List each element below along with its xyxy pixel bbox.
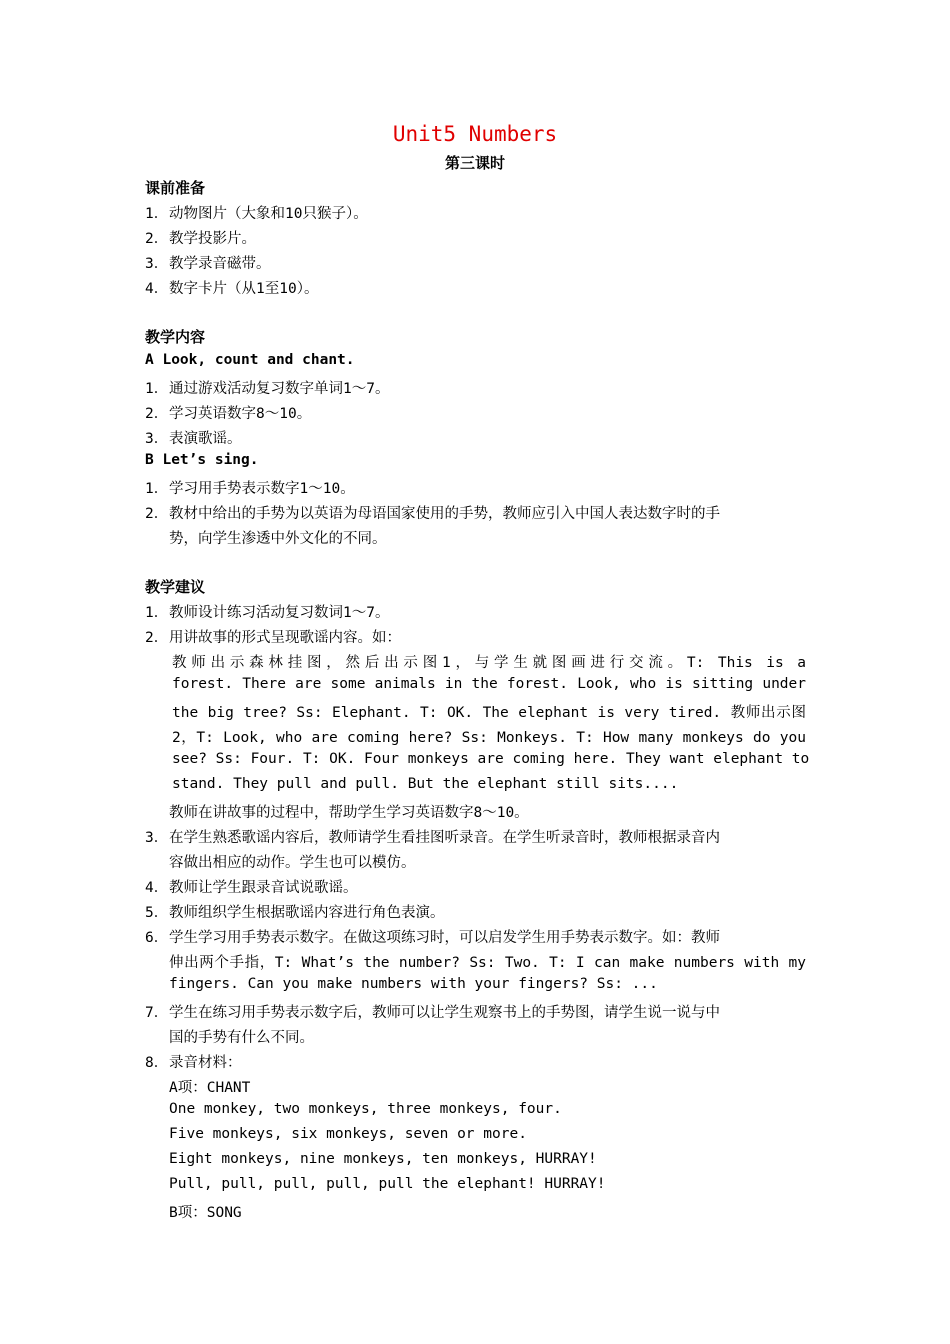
list-item: 教学录音磁带。 — [169, 256, 271, 272]
recording-line: Eight monkeys, nine monkeys, ten monkeys, HURRAY! — [169, 1151, 597, 1167]
list-number: 3． — [145, 830, 169, 846]
list-item: 教师设计练习活动复习数词1～7。 — [169, 605, 390, 621]
list-item: 学生在练习用手势表示数字后，教师可以让学生观察书上的手势图，请学生说一说与中 — [169, 1005, 720, 1021]
list-number: 1． — [145, 206, 169, 222]
list-item: 表演歌谣。 — [169, 431, 242, 447]
list-item-continuation: 伸出两个手指，T: What’s the number? Ss: Two. T: I can make numbers with my — [169, 955, 806, 971]
part-b-heading: B Let’s sing. — [145, 452, 259, 468]
list-number: 3． — [145, 256, 169, 272]
list-item-continuation: 势，向学生渗透中外文化的不同。 — [169, 531, 387, 547]
list-number: 3． — [145, 431, 169, 447]
section-heading-prep: 课前准备 — [145, 179, 206, 197]
list-item: 教材中给出的手势为以英语为母语国家使用的手势，教师应引入中国人表达数字时的手 — [169, 506, 720, 522]
story-line: 2，T: Look, who are coming here? Ss: Monkeys. T: How many monkeys do you — [172, 730, 806, 746]
story-line: forest. There are some animals in the forest. Look, who is sitting under — [172, 676, 806, 692]
list-number: 1． — [145, 481, 169, 497]
list-number: 4． — [145, 880, 169, 896]
list-number: 5． — [145, 905, 169, 921]
list-number: 2． — [145, 630, 169, 646]
list-item: 学习用手势表示数字1～10。 — [169, 481, 355, 497]
lesson-subtitle: 第三课时 — [444, 154, 505, 172]
list-number: 2． — [145, 506, 169, 522]
story-line: 教师出示森林挂图，然后出示图1，与学生就图画进行交流。T: This is a — [172, 655, 806, 671]
list-item-continuation: 容做出相应的动作。学生也可以模仿。 — [169, 855, 416, 871]
list-item: 教师让学生跟录音试说歌谣。 — [169, 880, 358, 896]
list-item: 在学生熟悉歌谣内容后，教师请学生看挂图听录音。在学生听录音时，教师根据录音内 — [169, 830, 720, 846]
list-item: 录音材料： — [169, 1055, 242, 1071]
list-item: 教学投影片。 — [169, 231, 256, 247]
section-heading-content: 教学内容 — [145, 328, 206, 346]
list-number: 4． — [145, 281, 169, 297]
list-item: 动物图片（大象和10只猴子）。 — [169, 206, 368, 222]
list-item: 学习英语数字8～10。 — [169, 406, 312, 422]
list-number: 1． — [145, 381, 169, 397]
list-item: 学生学习用手势表示数字。在做这项练习时，可以启发学生用手势表示数字。如：教师 — [169, 930, 720, 946]
page-title: Unit5 Numbers — [392, 122, 558, 146]
story-line: stand. They pull and pull. But the elephant still sits.... — [172, 776, 679, 792]
recording-line: Pull, pull, pull, pull, pull the elephant! HURRAY! — [169, 1176, 606, 1192]
list-item: 教师组织学生根据歌谣内容进行角色表演。 — [169, 905, 445, 921]
list-item: 数字卡片（从1至10）。 — [169, 281, 319, 297]
section-heading-advice: 教学建议 — [145, 578, 206, 596]
story-end: 教师在讲故事的过程中，帮助学生学习英语数字8～10。 — [169, 805, 529, 821]
list-number: 2． — [145, 231, 169, 247]
recording-line: One monkey, two monkeys, three monkeys, four. — [169, 1101, 562, 1117]
list-item-continuation: fingers. Can you make numbers with your fingers? Ss: ... — [169, 976, 658, 992]
list-item: 用讲故事的形式呈现歌谣内容。如： — [169, 630, 401, 646]
recording-line: B项：SONG — [169, 1205, 242, 1221]
list-number: 7． — [145, 1005, 169, 1021]
recording-line: A项：CHANT — [169, 1080, 251, 1096]
list-number: 2． — [145, 406, 169, 422]
list-number: 6． — [145, 930, 169, 946]
list-number: 1． — [145, 605, 169, 621]
story-line: see? Ss: Four. T: OK. Four monkeys are coming here. They want elephant to — [172, 751, 810, 767]
recording-line: Five monkeys, six monkeys, seven or more. — [169, 1126, 527, 1142]
list-number: 8． — [145, 1055, 169, 1071]
part-a-heading: A Look, count and chant. — [145, 352, 355, 368]
list-item: 通过游戏活动复习数字单词1～7。 — [169, 381, 390, 397]
list-item-continuation: 国的手势有什么不同。 — [169, 1030, 314, 1046]
story-line: the big tree? Ss: Elephant. T: OK. The elephant is very tired. 教师出示图 — [172, 705, 806, 721]
